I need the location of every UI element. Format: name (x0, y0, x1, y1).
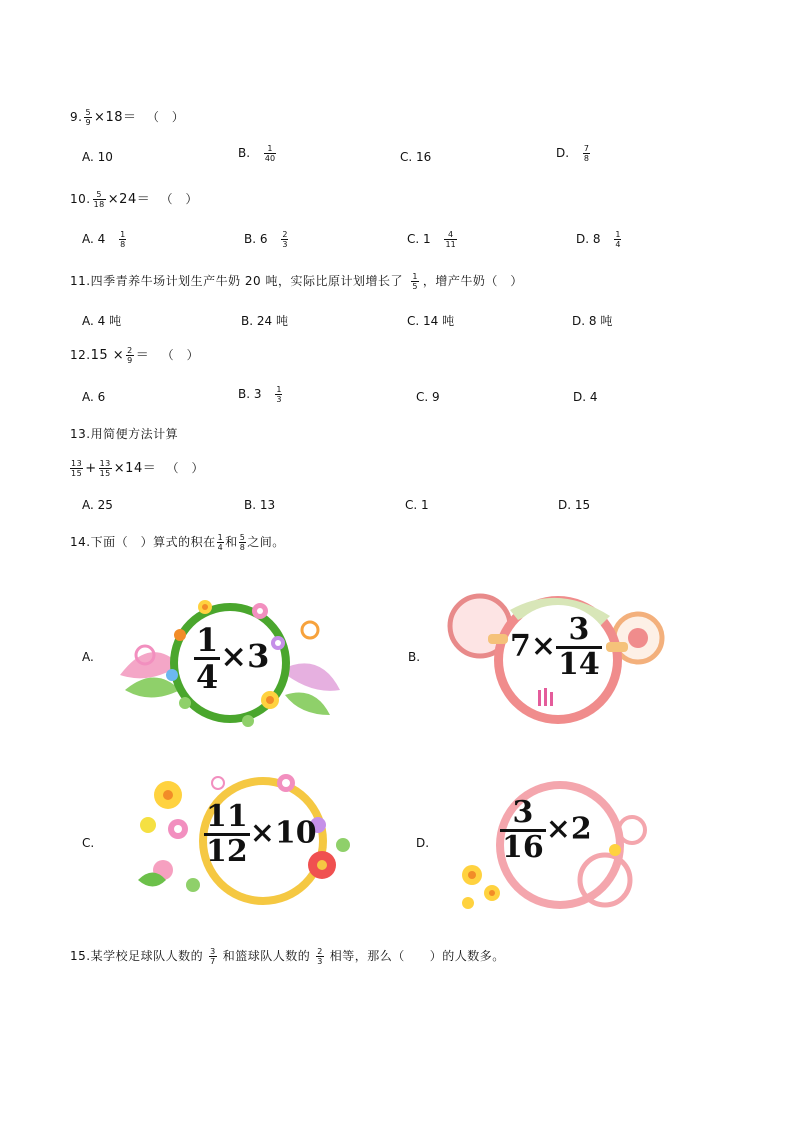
option-a: A. 4 吨 (82, 314, 122, 328)
option-d: D. 8 吨 (572, 314, 613, 328)
option-b-expression: 7× $\frac{3}{14}$ (510, 612, 600, 682)
question-10-stem (70, 188, 198, 209)
option-c: C. 14 吨 (407, 314, 455, 328)
question-number: 10. (70, 192, 91, 206)
question-15-stem: 15.某学校足球队人数的 $\frac{3}{7}$ 和篮球队人数的 $\frac{2}{3}$ 相等，那么（ ）的人数多。 (70, 947, 505, 966)
option-d: D. $\frac{7}{8}$ (556, 144, 589, 163)
question-11-stem: 11.四季青养牛场计划生产牛奶 20 吨，实际比原计划增长了 $\frac{1}{5}$ ，增产牛奶（ ） (70, 272, 523, 291)
question-12-stem: 12.15 × $\frac{2}{9}$ ＝ （ ） (70, 346, 200, 365)
option-d-expression: $\frac{3}{16}$ ×2 (502, 795, 592, 865)
option-c: C. 9 (416, 390, 440, 404)
option-c-expression: $\frac{11}{12}$ ×10 (206, 799, 317, 869)
option-a-label: A. (82, 650, 94, 664)
option-b: B. 3 $\frac{1}{3}$ (238, 385, 282, 404)
question-13-expression: $\frac{13}{15}$ + $\frac{13}{15}$ ×14＝ （ ） (71, 459, 205, 478)
option-c: C. 16 (400, 150, 432, 164)
option-b-label: B. (408, 650, 421, 664)
question-13-title: 13.用简便方法计算 (70, 427, 179, 441)
option-b: B. $\frac{1}{40}$ (238, 144, 276, 163)
option-a-picture (110, 595, 350, 735)
answer-blank: （ ） (161, 348, 200, 362)
expression-tail: ×18＝ (94, 110, 137, 125)
option-b-picture (440, 588, 670, 728)
option-a: A. 10 (82, 150, 113, 164)
option-a: A. 4 $\frac{1}{8}$ (82, 230, 126, 249)
option-d-picture (450, 775, 660, 915)
option-d: D. 4 (573, 390, 598, 404)
answer-blank: （ ） (166, 461, 205, 475)
option-d: D. 8 $\frac{1}{4}$ (576, 230, 621, 249)
option-d-label: D. (416, 836, 430, 850)
question-14-stem: 14.下面（ ）算式的积在 $\frac{1}{4}$ 和 $\frac{5}{8}$ 之间。 (70, 533, 285, 552)
option-b: B. 6 $\frac{2}{3}$ (244, 230, 288, 249)
option-c: C. 1 (405, 498, 429, 512)
question-9-stem (70, 106, 184, 127)
option-a-expression: $\frac{1}{4}$ ×3 (196, 621, 270, 696)
option-b: B. 13 (244, 498, 276, 512)
option-a: A. 25 (82, 498, 113, 512)
answer-blank: （ ） (146, 110, 185, 124)
expression-tail: ×24＝ (107, 192, 151, 207)
option-c: C. 1 $\frac{4}{11}$ (407, 230, 456, 249)
fraction: $\frac{5}{18}$ (93, 190, 105, 209)
option-b: B. 24 吨 (241, 314, 288, 328)
question-number: 9. (70, 110, 83, 124)
option-c-label: C. (82, 836, 95, 850)
option-a: A. 6 (82, 390, 106, 404)
answer-blank: （ ） (160, 192, 199, 206)
option-d: D. 15 (558, 498, 591, 512)
option-c-picture (118, 765, 358, 915)
fraction: $\frac{5}{9}$ (85, 108, 92, 127)
